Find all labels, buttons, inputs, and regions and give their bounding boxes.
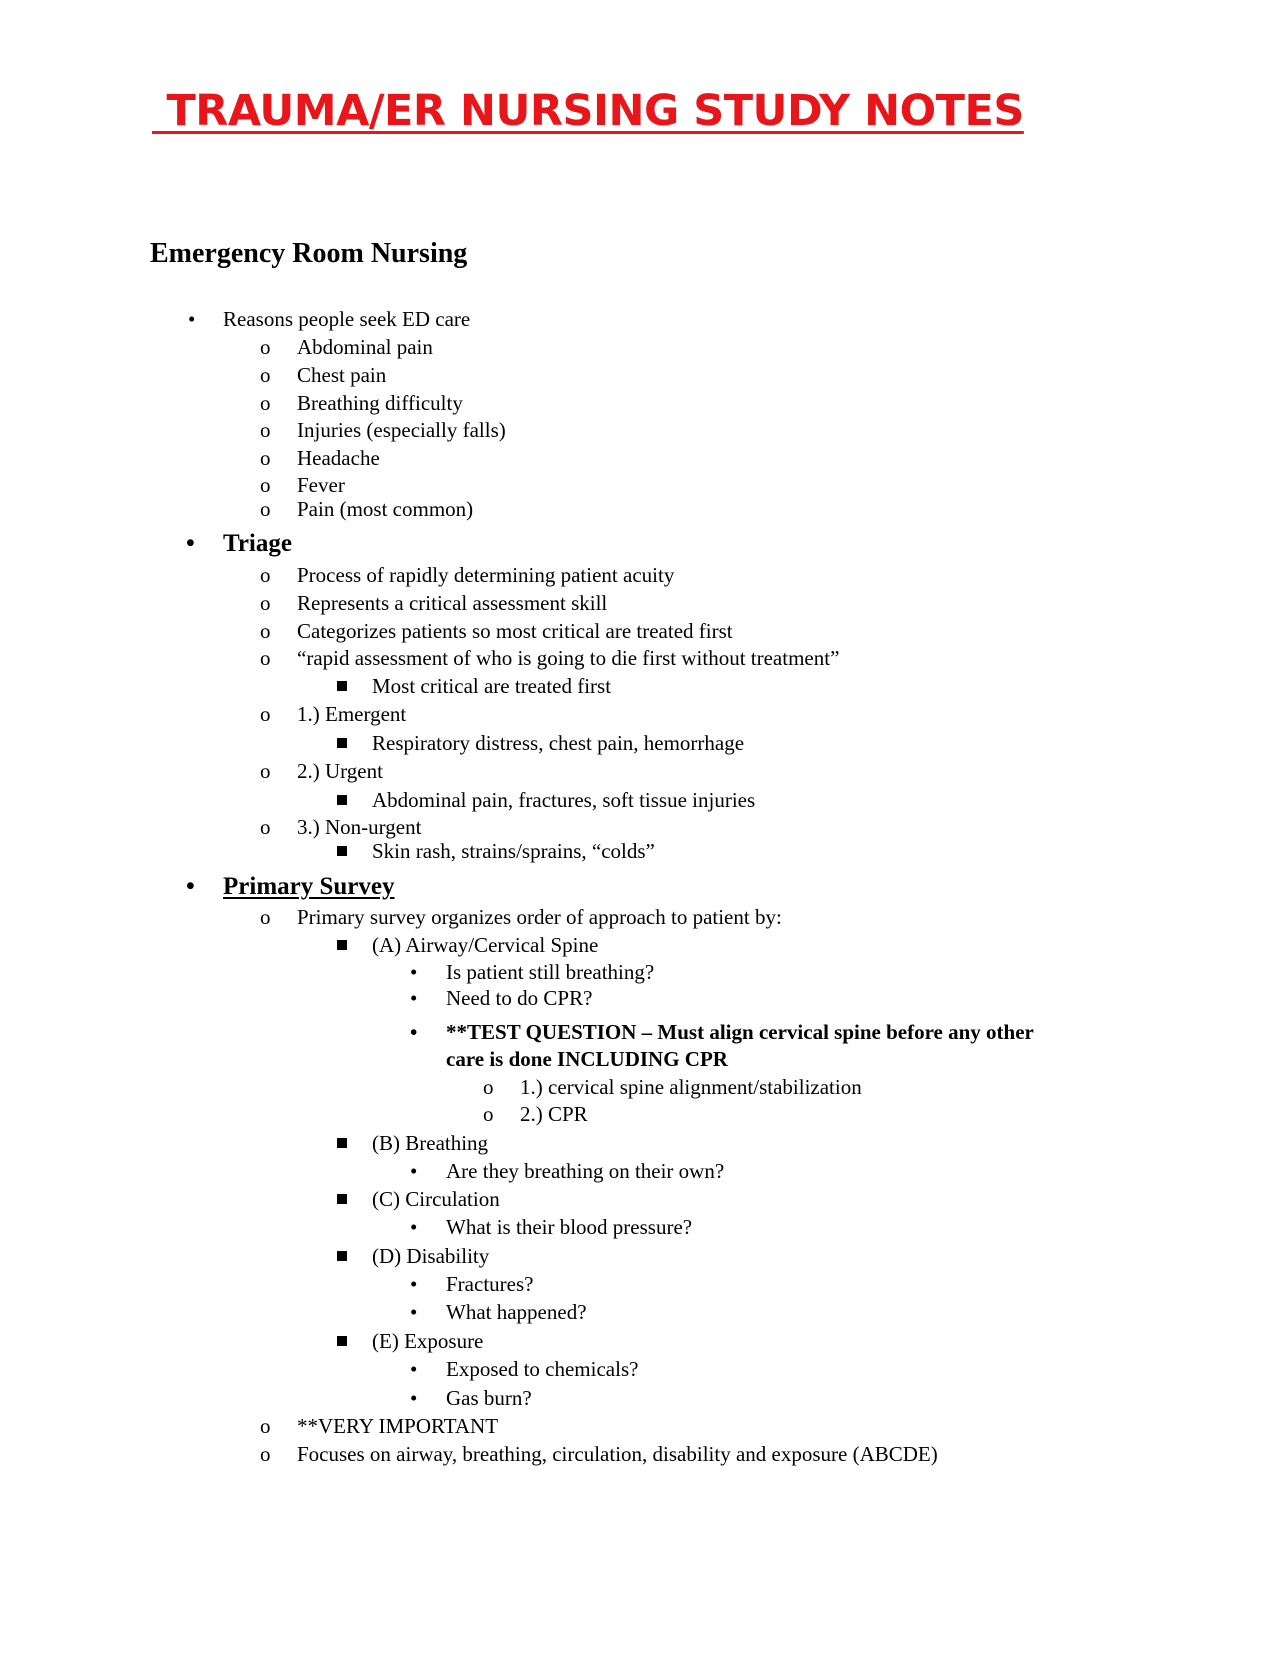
square-bullet-icon <box>337 738 347 748</box>
triage-sub-item: Skin rash, strains/sprains, “colds” <box>372 839 655 863</box>
triage-heading: Triage <box>223 530 292 557</box>
square-bullet-icon <box>337 1251 347 1261</box>
circle-marker: o <box>260 335 271 359</box>
survey-sub-item: Is patient still breathing? <box>446 960 655 984</box>
bullet-marker: • <box>186 873 195 900</box>
circle-marker: o <box>483 1102 494 1126</box>
test-question-line: **TEST QUESTION – Must align cervical spine before any other <box>446 1020 1034 1044</box>
square-bullet-icon <box>337 681 347 691</box>
reason-item: Chest pain <box>297 363 387 387</box>
triage-sub-item: Abdominal pain, fractures, soft tissue injuries <box>372 788 756 812</box>
bullet-marker: • <box>410 1020 418 1044</box>
triage-point: Process of rapidly determining patient acuity <box>297 563 675 587</box>
section-heading: Emergency Room Nursing <box>150 238 468 269</box>
triage-level-nonurgent: 3.) Non-urgent <box>297 815 422 839</box>
bullet-marker: • <box>410 1386 418 1410</box>
reason-item: Abdominal pain <box>297 335 433 359</box>
triage-point: Represents a critical assessment skill <box>297 591 608 615</box>
circle-marker: o <box>260 1442 271 1466</box>
circle-marker: o <box>260 446 271 470</box>
circle-marker: o <box>260 905 271 929</box>
abcde-summary: Focuses on airway, breathing, circulation, disability and exposure (ABCDE) <box>297 1442 938 1466</box>
bullet-marker: • <box>186 530 195 557</box>
triage-level-emergent: 1.) Emergent <box>297 702 407 726</box>
bullet-marker: • <box>410 1300 418 1324</box>
square-bullet-icon <box>337 1194 347 1204</box>
reason-item: Pain (most common) <box>297 497 474 521</box>
circle-marker: o <box>260 497 271 521</box>
square-bullet-icon <box>337 940 347 950</box>
square-bullet-icon <box>337 1336 347 1346</box>
triage-level-urgent: 2.) Urgent <box>297 759 383 783</box>
circle-marker: o <box>260 418 271 442</box>
page-title: TRAUMA/ER NURSING STUDY NOTES <box>152 86 1024 136</box>
circle-marker: o <box>260 473 271 497</box>
bullet-marker: • <box>410 960 418 984</box>
square-bullet-icon <box>337 846 347 856</box>
primary-survey-intro: Primary survey organizes order of approach to patient by: <box>297 905 782 929</box>
survey-step-d: (D) Disability <box>372 1244 490 1268</box>
reason-item: Breathing difficulty <box>297 391 463 415</box>
bullet-marker: • <box>410 1215 418 1239</box>
bullet-marker: • <box>410 986 418 1010</box>
circle-marker: o <box>260 759 271 783</box>
circle-marker: o <box>260 1414 271 1438</box>
square-bullet-icon <box>337 1138 347 1148</box>
survey-sub-item: What happened? <box>446 1300 587 1324</box>
reason-item: Fever <box>297 473 345 497</box>
survey-sub-item: Gas burn? <box>446 1386 532 1410</box>
circle-marker: o <box>260 646 271 670</box>
survey-step-e: (E) Exposure <box>372 1329 484 1353</box>
survey-step-c: (C) Circulation <box>372 1187 500 1211</box>
survey-sub-item: Exposed to chemicals? <box>446 1357 639 1381</box>
triage-point: Categorizes patients so most critical are treated first <box>297 619 733 643</box>
survey-sub-item: Are they breathing on their own? <box>446 1159 725 1183</box>
triage-sub-item: Most critical are treated first <box>372 674 612 698</box>
bullet-marker: • <box>188 307 196 331</box>
triage-sub-item: Respiratory distress, chest pain, hemorrhage <box>372 731 745 755</box>
survey-sub-item: Fractures? <box>446 1272 534 1296</box>
circle-marker: o <box>483 1075 494 1099</box>
primary-survey-heading: Primary Survey <box>223 873 395 900</box>
square-bullet-icon <box>337 795 347 805</box>
reason-item: Headache <box>297 446 380 470</box>
circle-marker: o <box>260 363 271 387</box>
survey-step-b: (B) Breathing <box>372 1131 489 1155</box>
bullet-marker: • <box>410 1272 418 1296</box>
circle-marker: o <box>260 591 271 615</box>
triage-point: “rapid assessment of who is going to die first without treatment” <box>297 646 840 670</box>
circle-marker: o <box>260 391 271 415</box>
survey-sub-item: What is their blood pressure? <box>446 1215 693 1239</box>
circle-marker: o <box>260 815 271 839</box>
very-important-note: **VERY IMPORTANT <box>297 1414 499 1438</box>
bullet-marker: • <box>410 1159 418 1183</box>
circle-marker: o <box>260 702 271 726</box>
survey-sub-item: Need to do CPR? <box>446 986 593 1010</box>
reason-item: Injuries (especially falls) <box>297 418 506 442</box>
circle-marker: o <box>260 619 271 643</box>
survey-step-a: (A) Airway/Cervical Spine <box>372 933 599 957</box>
test-step-item: 1.) cervical spine alignment/stabilization <box>520 1075 862 1099</box>
circle-marker: o <box>260 563 271 587</box>
reasons-label: Reasons people seek ED care <box>223 307 471 331</box>
bullet-marker: • <box>410 1357 418 1381</box>
test-question-line: care is done INCLUDING CPR <box>446 1047 728 1071</box>
test-step-item: 2.) CPR <box>520 1102 588 1126</box>
